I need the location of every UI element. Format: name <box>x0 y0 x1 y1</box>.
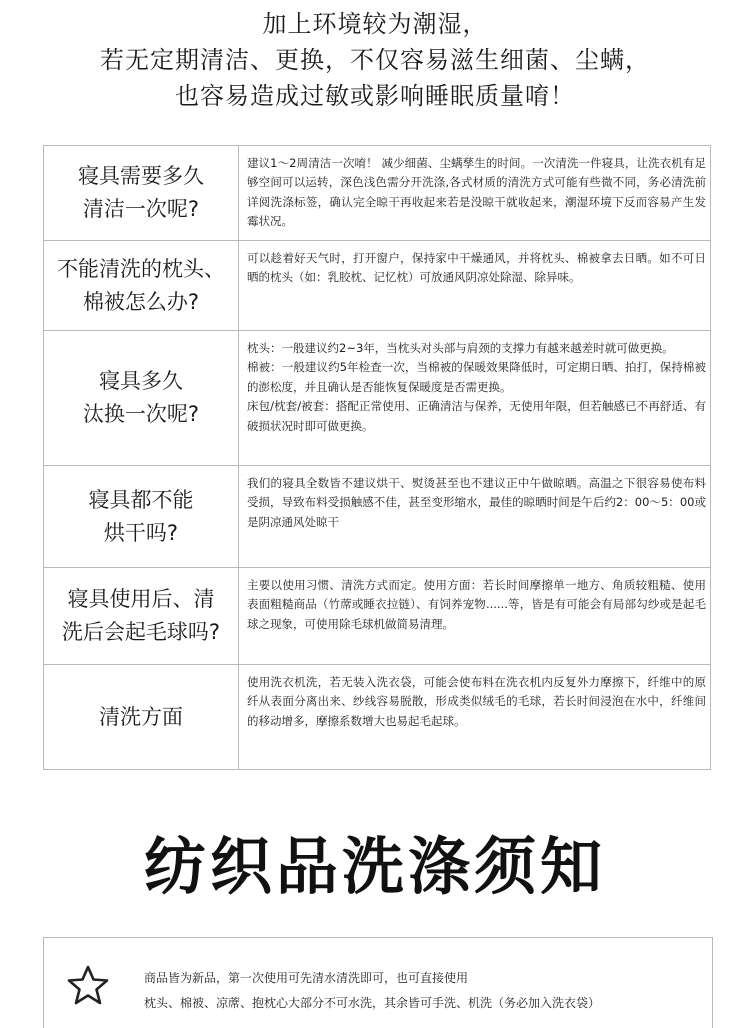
faq-question <box>44 466 239 568</box>
faq-row-unwashable <box>44 241 711 331</box>
faq-question-line: 烘干吗? <box>103 520 179 545</box>
faq-question-line: 洗后会起毛球吗? <box>61 620 221 644</box>
faq-question <box>44 568 239 665</box>
faq-row-replace-frequency <box>44 331 711 466</box>
section-title: 纺织品洗涤须知 <box>143 830 606 903</box>
faq-answer <box>239 241 711 331</box>
care-notice-box <box>43 937 713 1028</box>
faq-question <box>44 665 239 770</box>
faq-answer <box>239 665 711 770</box>
star-icon <box>64 962 112 1010</box>
faq-table <box>43 145 711 770</box>
faq-question-line: 寝具多久 <box>99 369 183 393</box>
faq-answer-bedding: 床包/枕套/被套：搭配正常使用、正确清洁与保养，无使用年限，但若触感已不再舒适、有破损状况时即可做更换。 <box>247 399 706 433</box>
intro-line: 加上环境较为潮湿， <box>262 10 488 38</box>
faq-question <box>44 331 239 466</box>
care-line: 枕头、棉被、凉蓆、抱枕心大部分不可水洗，其余皆可手洗、机洗（务必加入洗衣袋） <box>144 996 601 1010</box>
intro-line: 也容易造成过敏或影响睡眠质量唷！ <box>175 82 575 110</box>
intro-text <box>0 6 750 114</box>
faq-question-line: 清洗方面 <box>99 704 183 729</box>
faq-question-line: 寝具都不能 <box>88 487 194 512</box>
faq-question-line: 汰换一次呢? <box>82 402 200 426</box>
faq-question-line: 棉被怎么办? <box>82 289 200 314</box>
care-line: 商品皆为新品，第一次使用可先清水清洗即可，也可直接使用 <box>144 971 469 985</box>
faq-row-washing <box>44 665 711 770</box>
faq-answer-text: 我们的寝具全数皆不建议烘干、熨烫甚至也不建议正中午做晾晒。高温之下很容易使布料受损，导致布料受损触感不佳，甚至变形缩水，最佳的晾晒时间是午后约2：00～5：00或是阴凉通风处晾干 <box>247 476 706 529</box>
faq-answer-text: 可以趁着好天气时，打开窗户，保持家中干燥通风，并将枕头、棉被拿去日晒。如不可日晒的枕头（如：乳胶枕、记忆枕）可放通风阴凉处除湿、除异味。 <box>247 251 706 285</box>
faq-row-clean-frequency <box>44 146 711 241</box>
faq-question-line: 清洁一次呢? <box>82 197 200 221</box>
faq-question-line: 寝具需要多久 <box>78 164 204 188</box>
faq-answer <box>239 568 711 665</box>
faq-answer <box>239 466 711 568</box>
faq-answer-text: 使用洗衣机洗，若无装入洗衣袋，可能会使布料在洗衣机内反复外力摩擦下，纤维中的原纤从表面分离出来、纱线容易脱散，形成类似绒毛的毛球，若长时间浸泡在水中，纤维间的移动增多，摩擦系数增大也易起毛起球。 <box>247 675 706 728</box>
faq-question <box>44 146 239 241</box>
faq-answer-quilt: 棉被：一般建议约5年检查一次，当棉被的保暖效果降低时，可定期日晒、拍打，保持棉被的澎松度，并且确认是否能恢复保暖度是否需更换。 <box>247 360 706 394</box>
faq-answer-text: 建议1～2周清洁一次唷！ 减少细菌、尘螨孳生的时间。一次清洗一件寝具，让洗衣机有足够空间可以运转，深色浅色需分开洗涤,各式材质的清洗方式可能有些微不同，务必清洗前详阅洗涤标签，确认完全晾干再收起来若是没晾干就收起来，潮湿环境下反而容易产生发霉状况。 <box>247 156 706 229</box>
faq-row-pilling <box>44 568 711 665</box>
intro-line: 若无定期清洁、更换，不仅容易滋生细菌、尘螨， <box>100 46 650 74</box>
faq-row-drying <box>44 466 711 568</box>
faq-answer-text: 主要以使用习惯、清洗方式而定。使用方面：若长时间摩擦单一地方、角质较粗糙、使用表面粗糙商品（竹蓆或睡衣拉链）、有饲养宠物......等，皆是有可能会有局部勾纱或是起毛球之现象，可使用除毛球机做简易清理。 <box>247 578 706 631</box>
faq-question-line: 不能清洗的枕头、 <box>57 256 225 281</box>
faq-question-line: 寝具使用后、清 <box>67 587 215 611</box>
faq-answer <box>239 331 711 466</box>
faq-question <box>44 241 239 331</box>
faq-answer-pillow: 枕头：一般建议约2~3年，当枕头对头部与肩颈的支撑力有越来越差时就可做更换。 <box>247 341 674 355</box>
faq-answer <box>239 146 711 241</box>
